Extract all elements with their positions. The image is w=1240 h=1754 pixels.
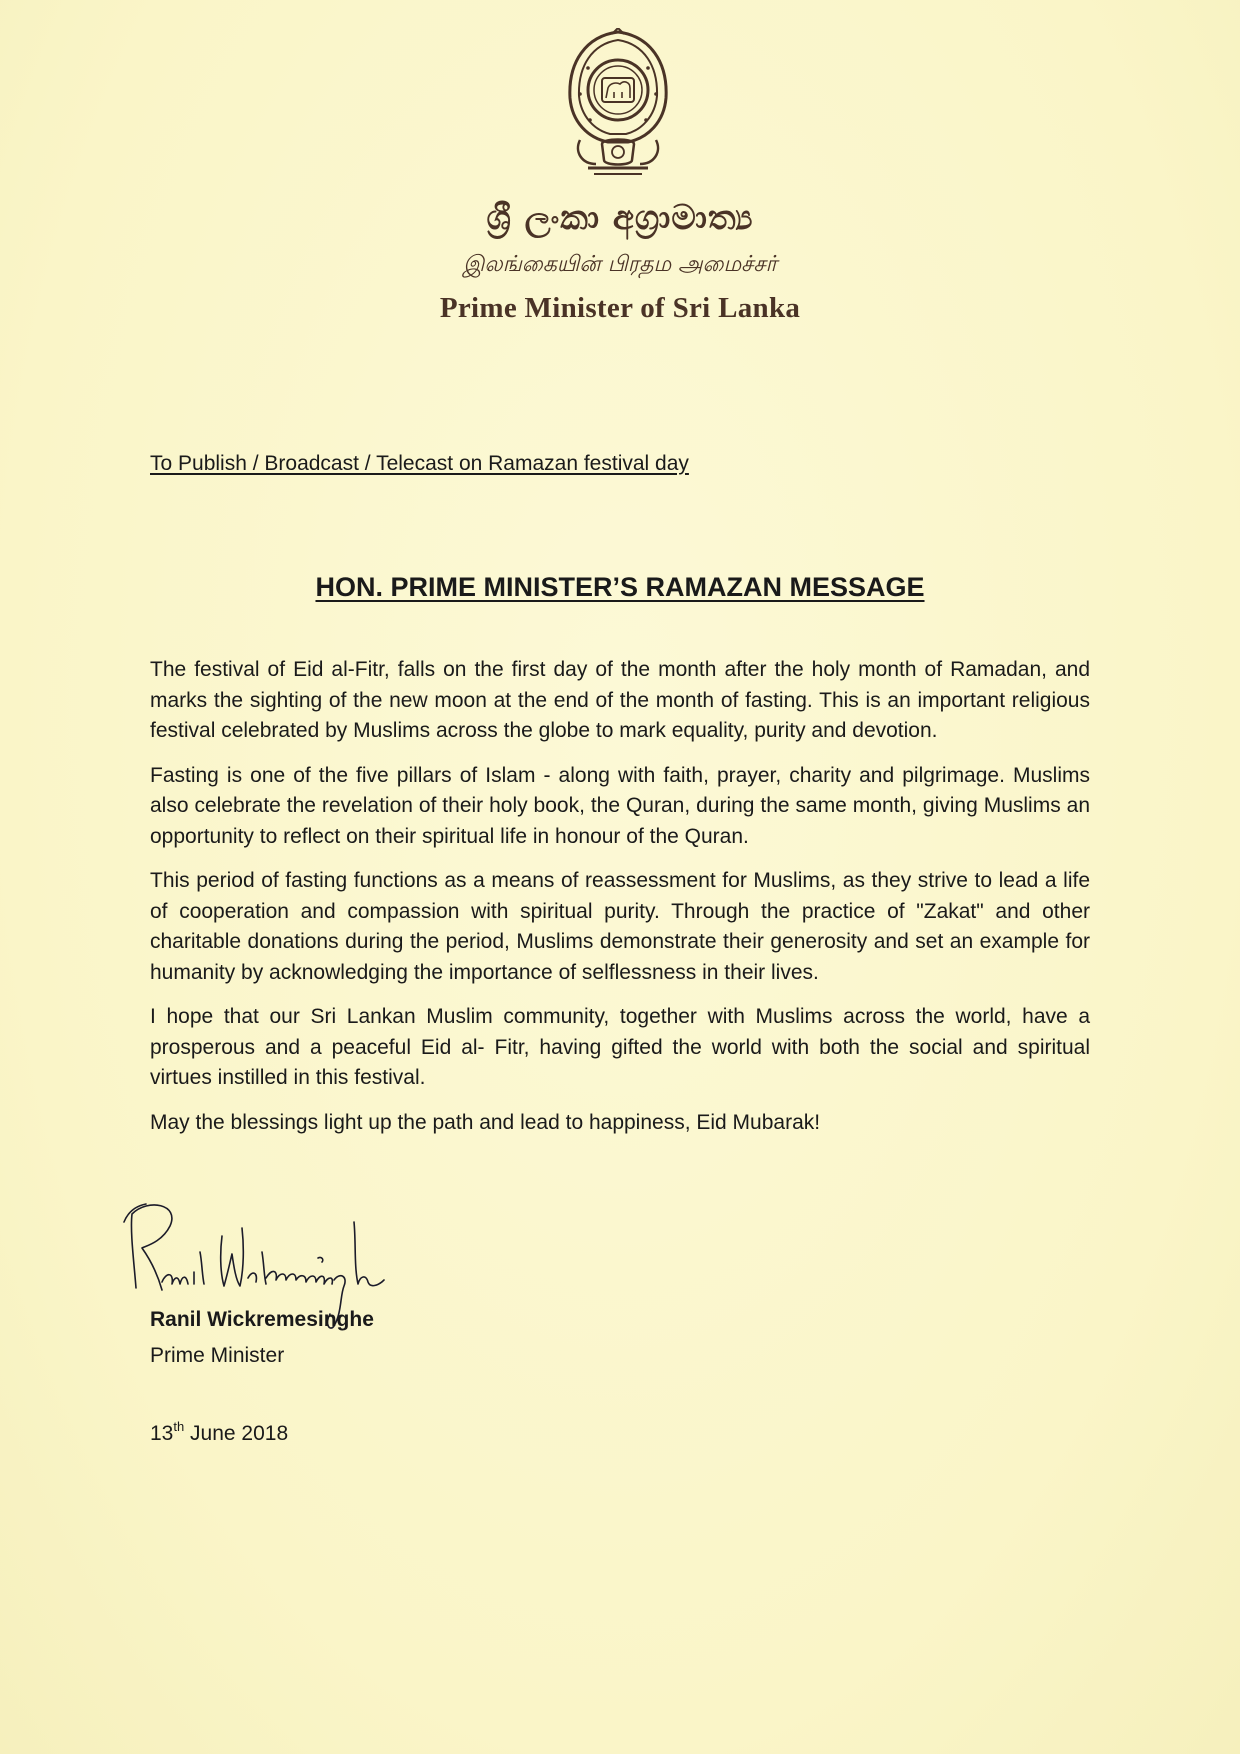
publish-instruction: To Publish / Broadcast / Telecast on Ramazan festival day xyxy=(150,452,689,475)
date-suffix: th xyxy=(173,1419,185,1434)
paragraph: This period of fasting functions as a means of reassessment for Muslims, as they strive to lead a life of cooperation and compassion with spiritual purity. Through the practice of "Zakat" and other charitable donations during the period, Muslims demonstrate their generosity and set an example for humanity by acknowledging the importance of selflessness in their lives. xyxy=(150,869,1090,984)
message-title: HON. PRIME MINISTER’S RAMAZAN MESSAGE xyxy=(315,572,925,602)
signer-title: Prime Minister xyxy=(150,1344,285,1367)
signer-name: Ranil Wickremesinghe xyxy=(150,1308,374,1331)
paragraph: May the blessings light up the path and lead to happiness, Eid Mubarak! xyxy=(150,1110,821,1134)
letterhead-tamil: இலங்கையின் பிரதம அமைச்சர் xyxy=(462,252,777,277)
letterhead-sinhala: ශ්‍රී ලංකා අග්‍රාමාත්‍ය xyxy=(486,198,754,238)
message-body xyxy=(150,655,1090,1152)
national-emblem-icon xyxy=(558,28,678,178)
date-month-year: June 2018 xyxy=(184,1422,289,1445)
paragraph: Fasting is one of the five pillars of Islam - along with faith, prayer, charity and pilgrimage. Muslims also celebrate the revelation of their holy book, the Quran, during the same month, giving Muslims an opportunity to reflect on their spiritual life in honour of the Quran. xyxy=(150,763,1090,848)
paragraph: I hope that our Sri Lankan Muslim community, together with Muslims across the world, have a prosperous and a peaceful Eid al- Fitr, having gifted the world with both the social and spiritual virtues instilled in this festival. xyxy=(150,1005,1090,1089)
letter-date xyxy=(150,1419,289,1446)
letterhead-english: Prime Minister of Sri Lanka xyxy=(439,292,801,324)
paragraph: The festival of Eid al-Fitr, falls on the first day of the month after the holy month of Ramadan, and marks the sighting of the new moon at the end of the month of fasting. This is an important religious festival celebrated by Muslims across the globe to mark equality, purity and devotion. xyxy=(150,658,1090,742)
date-day: 13 xyxy=(150,1422,174,1445)
